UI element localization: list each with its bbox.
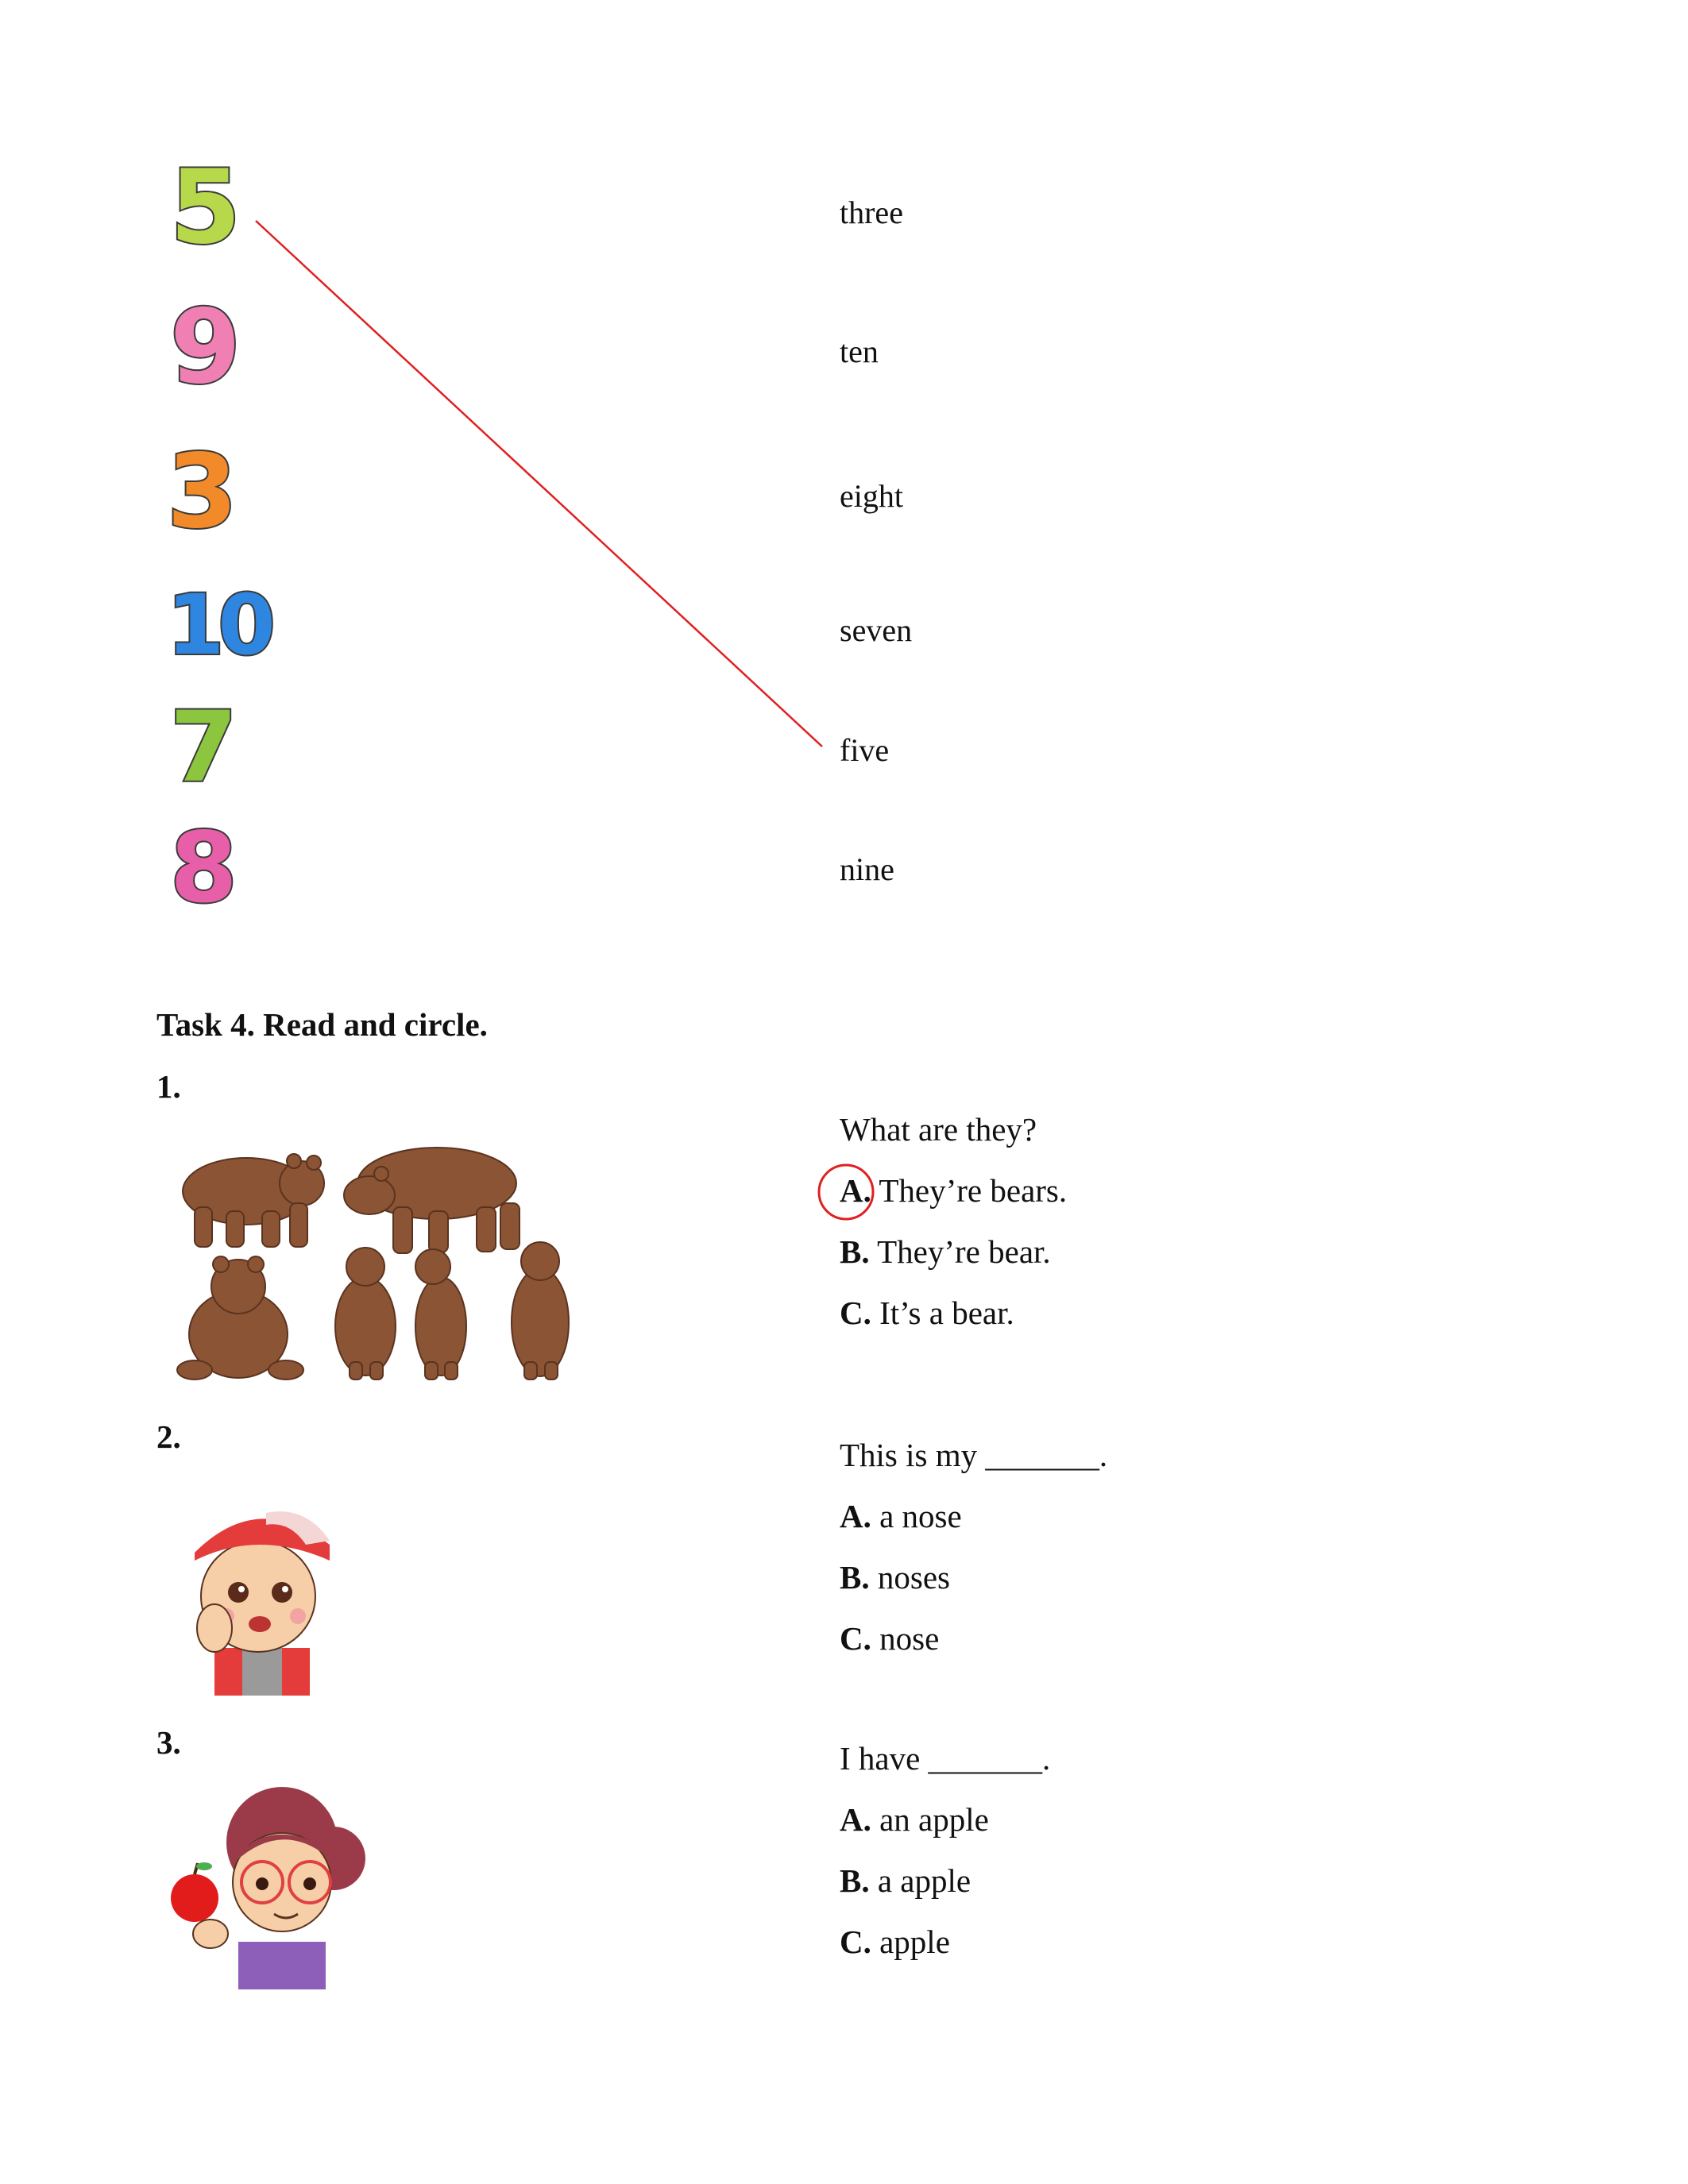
option-c[interactable]	[840, 1926, 950, 1958]
option-text: noses	[869, 1559, 950, 1596]
option-b[interactable]	[840, 1233, 1051, 1270]
option-letter: A.	[840, 1801, 871, 1838]
option-a[interactable]	[840, 1500, 962, 1533]
option-a[interactable]	[840, 1801, 989, 1838]
option-letter: B.	[840, 1233, 870, 1270]
answer-line	[0, 0, 1688, 804]
word-three: three	[840, 195, 903, 230]
option-letter: C.	[840, 1620, 871, 1657]
word-five: five	[840, 732, 890, 768]
option-c[interactable]	[840, 1620, 940, 1657]
option-text: nose	[871, 1620, 940, 1657]
option-letter: A.	[840, 1172, 871, 1209]
question-prompt: I have _______.	[840, 1740, 1051, 1777]
word-seven: seven	[840, 612, 913, 648]
option-text: a nose	[871, 1498, 962, 1534]
question-number: 1.	[156, 1068, 181, 1105]
option-text: They’re bear.	[869, 1233, 1051, 1270]
number-five: 5	[170, 149, 241, 267]
answer-circle	[816, 1162, 876, 1222]
option-c[interactable]	[840, 1297, 1014, 1329]
number-nine: 9	[170, 288, 241, 407]
word-eight: eight	[840, 478, 903, 514]
option-text: apple	[871, 1924, 950, 1960]
question-prompt: What are they?	[840, 1111, 1037, 1148]
number-three: 3	[167, 433, 238, 551]
option-letter: C.	[840, 1295, 871, 1331]
task-title: Task 4. Read and circle.	[156, 1006, 488, 1043]
question-prompt: This is my _______.	[840, 1437, 1108, 1473]
option-text: They’re bears.	[871, 1172, 1068, 1209]
word-ten: ten	[840, 334, 879, 369]
boy-picture	[171, 1497, 346, 1696]
option-text: an apple	[871, 1801, 989, 1838]
word-nine: nine	[840, 851, 894, 887]
number-eight: 8	[170, 812, 238, 924]
option-letter: C.	[840, 1924, 871, 1960]
question-number: 2.	[156, 1418, 181, 1455]
option-text: It’s a bear.	[871, 1295, 1014, 1331]
option-b[interactable]	[840, 1561, 950, 1594]
option-letter: B.	[840, 1559, 870, 1596]
girl-picture	[163, 1787, 377, 1989]
option-b[interactable]	[840, 1862, 971, 1899]
number-seven: 7	[170, 691, 238, 804]
bears-picture	[175, 1128, 580, 1382]
number-ten: 10	[167, 577, 269, 673]
option-letter: A.	[840, 1498, 871, 1534]
question-number: 3.	[156, 1724, 181, 1761]
option-text: a apple	[869, 1862, 971, 1899]
option-letter: B.	[840, 1862, 870, 1899]
